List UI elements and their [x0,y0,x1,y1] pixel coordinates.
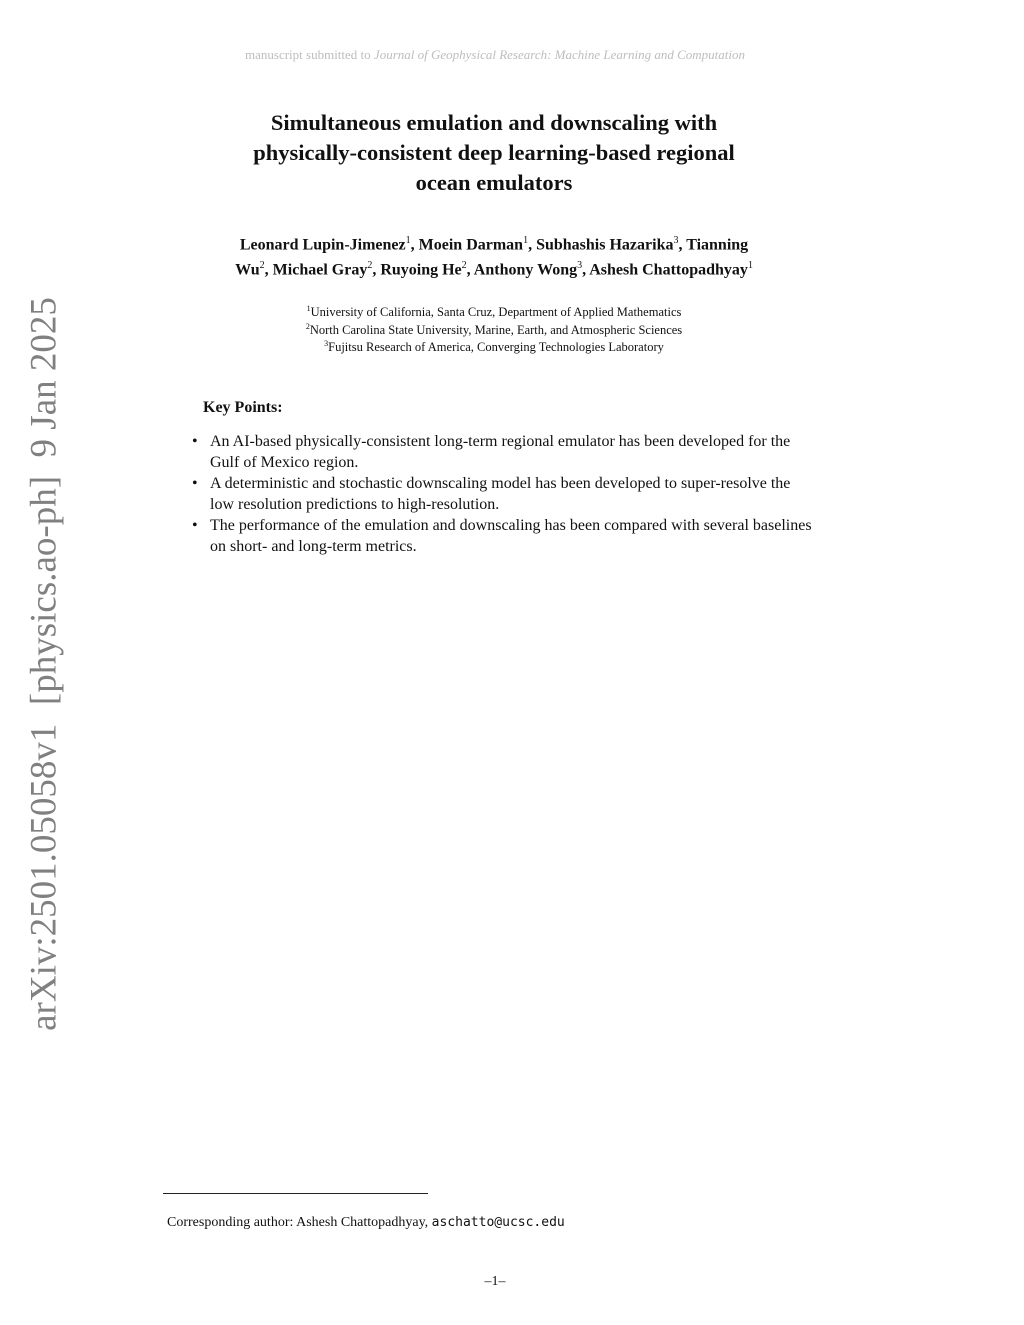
affiliation-text: North Carolina State University, Marine, Earth, and Atmospheric Sciences [309,322,683,337]
author-name: Subhashis Hazarika [536,236,674,254]
author-name: Ruyoing He [380,261,462,279]
list-item [190,432,815,473]
author-affiliation-mark: 1 [523,235,529,246]
key-point-text: An AI-based physically-consistent long-term regional emulator has been developed for the Gulf of Mexico region. [210,433,791,471]
list-item [190,516,815,557]
author-affiliation-mark: 3 [577,260,583,272]
affiliation-number: 3 [324,339,329,349]
author-affiliation-mark: 2 [461,260,467,272]
arxiv-stamp: arXiv:2501.05058v1 [physics.ao-ph] 9 Jan 2025 [23,297,65,1031]
key-point-text: The performance of the emulation and downscaling has been compared with several baselines on short- and long-term metrics. [210,517,812,555]
affiliation-text: Fujitsu Research of America, Converging Technologies Laboratory [328,340,664,355]
key-points-list [190,432,815,558]
author-email-link[interactable]: aschatto@ucsc.edu [431,1215,565,1230]
author-affiliation-mark: 1 [747,260,753,272]
affiliation [160,302,828,320]
affiliation-number: 2 [305,321,310,331]
author-name: Michael Gray [272,261,368,279]
corresponding-author-footnote [167,1215,565,1231]
author-name: Wu [235,261,260,279]
paper-title [150,108,838,198]
affiliation-number: 1 [306,304,311,313]
author-name: Tianning [686,236,749,254]
author-name: Moein Darman [418,236,524,254]
title-line: ocean emulators [415,170,573,195]
author-line-2: Wu$^2$, Michael Gray$^2$, Ruyoing He$^2$, Anthony Wong$^3$, Ashesh Chattopadhyay$^1$ [235,260,753,279]
affiliation-text: University of California, Santa Cruz, Department of Applied Mathematics [310,305,682,320]
header-prefix: manuscript submitted to [245,47,374,62]
bullet-icon: • [192,517,198,534]
header-journal: Journal of Geophysical Research: Machine Learning and Computation [373,47,745,62]
author-name: Ashesh Chattopadhyay [589,261,748,279]
author-affiliation-mark: 2 [259,260,265,272]
affiliation [160,337,828,355]
author-affiliation-mark: 3 [673,235,679,246]
author-line-1: Leonard Lupin-Jimenez$^1$, Moein Darman$^1$, Subhashis Hazarika$^3$, Tianning [239,235,749,254]
bullet-icon: • [192,475,198,492]
author-name: Leonard Lupin-Jimenez [239,236,406,254]
footnote-label: Corresponding author: Ashesh Chattopadhyay, [167,1215,432,1230]
key-point-text: A deterministic and stochastic downscaling model has been developed to super-resolve the low resolution predictions to high-resolution. [210,475,791,513]
author-name: Anthony Wong [473,261,578,279]
footnote-rule [163,1193,428,1194]
author-affiliation-mark: 2 [367,260,373,272]
author-list [160,230,828,281]
affiliation-list [160,302,828,355]
author-affiliation-mark: 1 [405,235,411,246]
title-line: physically-consistent deep learning-based regional [253,140,735,165]
running-header [0,47,990,63]
affiliation [160,320,828,338]
key-points-heading: Key Points: [203,399,283,416]
bullet-icon: • [192,433,198,450]
page-number: –1– [484,1274,506,1289]
title-line: Simultaneous emulation and downscaling with [270,110,718,135]
list-item [190,474,815,515]
